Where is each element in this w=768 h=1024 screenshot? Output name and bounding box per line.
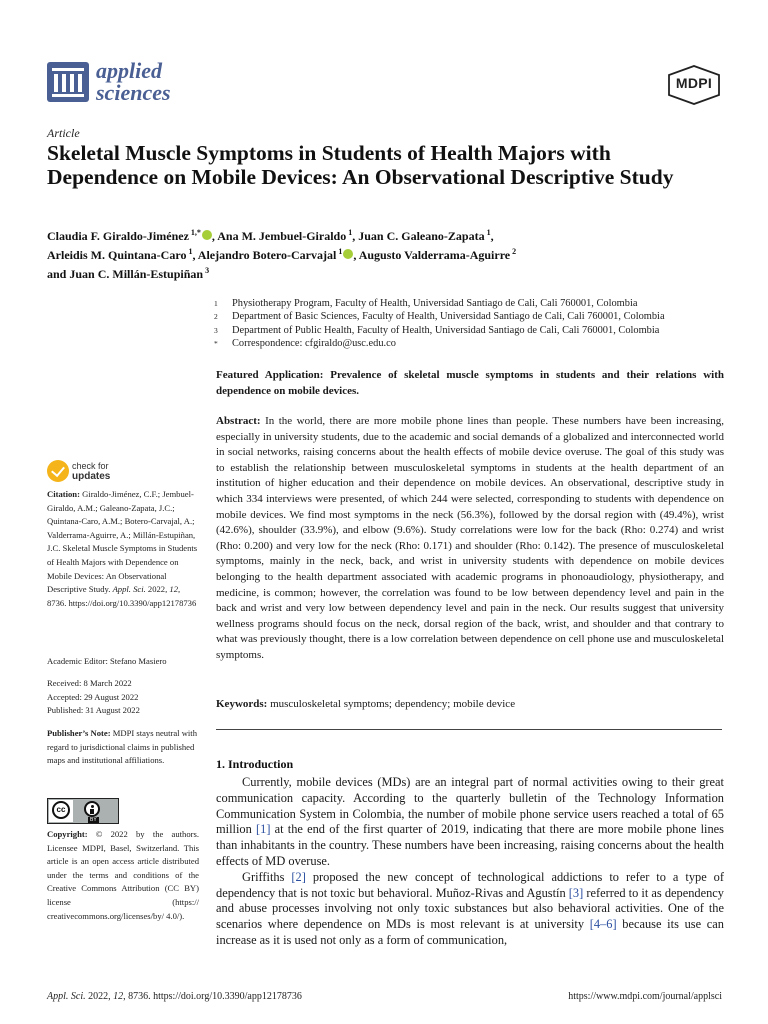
publication-dates — [47, 677, 199, 718]
author-name: Ana M. Jembuel-Giraldo — [217, 229, 347, 243]
publisher-name: MDPI — [675, 75, 713, 91]
paragraph-text: Griffiths — [242, 869, 292, 884]
paragraph-text: Currently, mobile devices (MDs) are an integral part of normal activities owing to their great communication capacity. According to the quarterly bulletin of the Technology Information Communication System in Colombia, the number of mobile phone service users reached a total of 65 million — [216, 775, 724, 837]
citation-block: Citation: Giraldo-Jiménez, C.F.; Jembuel-Giraldo, A.M.; Galeano-Zapata, J.C.; Quintana-Caro, A.M.; Botero-Carvajal, A.; Valderrama-Aguirre, A.; Millán-Estupiñan, J.C. Skeletal Muscle Symptoms in Students of Health Majors with Dependence on Mobile Devices: An Observational Descriptive Study. Appl. Sci. 2022, 12, 8736. https://doi.org/10.3390/app12178736 — [47, 489, 198, 608]
keywords — [216, 697, 724, 712]
affiliation-number: 1 — [214, 299, 218, 308]
journal-logo-icon — [47, 62, 89, 102]
cc-icon: cc — [52, 801, 70, 819]
orcid-icon[interactable] — [202, 230, 212, 240]
citation-link[interactable]: [3] — [568, 885, 584, 900]
mdpi-logo — [666, 65, 722, 105]
section-divider — [216, 729, 722, 730]
intro-paragraph — [216, 775, 724, 870]
paragraph-text: proposed the new concept of technological addictions to refer to a type of dependency that is not toxic but behavioral. Muñoz-Rivas and Agustín — [216, 869, 724, 900]
academic-editor: Academic Editor: Stefano Masiero — [47, 656, 167, 666]
author-name: Augusto Valderrama-Aguirre — [358, 248, 511, 262]
footer-citation: Appl. Sci. 2022, 12, 8736. https://doi.org/10.3390/app12178736 — [47, 991, 302, 1002]
published-date: Published: 31 August 2022 — [47, 705, 140, 716]
journal-logo — [47, 60, 179, 106]
author-affiliation-marker: 1 — [484, 228, 491, 237]
author-name: Juan C. Galeano-Zapata — [358, 229, 485, 243]
affiliation-text: Correspondence: cfgiraldo@usc.edu.co — [232, 338, 396, 350]
paragraph-text: at the end of the first quarter of 2019, indicating that there are more mobile phone lines than inhabitants in the country. These numbers have been increasing, raising concerns about the health effects of MD overuse. — [216, 822, 724, 868]
paragraph-text: because its use can increase as it is used not only as a form of communication, — [216, 917, 724, 947]
featured-application: Featured Application: Prevalence of skeletal muscle symptoms in students and their relations with dependence on mobile devices. — [216, 369, 724, 397]
check-for-updates-button[interactable] — [47, 460, 127, 484]
affiliation-text: Physiotherapy Program, Faculty of Health, Universidad Santiago de Cali, Cali 760001, Colombia — [232, 298, 638, 309]
abstract-text: In the world, there are more mobile phone lines than people. These numbers have been increasing, especially in university students, due to the academic and social demands of a globalized and interconnected world in social networks, raising concerns about the health effects of mobile device overuse. The goal of this study was to establish the relationship between musculoskeletal symptoms in students at the health department of an institution of higher education and their dependence on mobile devices. An observational, descriptive study in which 334 interviews were presented, of which 244 were selected, corresponding to students with dependence on mobile devices. We find most symptoms in the neck (56.3%), followed by the dorsal region with (49.4%), wrist (42.6%), shoulder (33.9%), and elbow (9.6%). Study correlations were low for the back (Rho: 0.274) and wrist (Rho: 0.200) and very low for the neck (Rho: 0.171) and shoulder (Rho: 0.142). The presence of musculoskeletal symptoms, mainly in the neck, back, and wrist in university students with dependence on mobile devices belonging to the health department associated with academic programs in phonoaudiology, physiotherapy, and medicine, is common; however, the correlation was found to be low between dependency level and pain in the back and wrist and very low between dependency level and pain in the neck. Our results suggest that university wellness programs should focus on the neck, dorsal region of the back, wrist, and shoulder and that contrary to what was previously thought, there is a low correlation between dependence on cell phone use and musculoskeletal symptoms. — [216, 415, 724, 661]
doi-link[interactable]: , 8736. https://doi.org/10.3390/app12178736 — [47, 584, 197, 608]
accepted-date: Accepted: 29 August 2022 — [47, 691, 139, 702]
received-date: Received: 8 March 2022 — [47, 678, 132, 688]
keywords-label: Keywords: — [216, 698, 268, 710]
check-for-updates-label: check for updates — [72, 461, 111, 482]
journal-name: applied sciences — [96, 58, 171, 105]
affiliation-number: * — [214, 339, 218, 349]
section-heading: 1. Introduction — [216, 757, 294, 771]
author-affiliation-marker: 1 — [336, 247, 343, 256]
abstract — [216, 414, 724, 664]
citation-link[interactable]: [4–6] — [589, 917, 617, 932]
article-type: Article — [47, 126, 80, 140]
article-title: Skeletal Muscle Symptoms in Students of Health Majors with Dependence on Mobile Devices: An Observational Descriptive Study — [47, 141, 674, 189]
cc-by-license-icon[interactable] — [47, 798, 119, 824]
author-name: Alejandro Botero-Carvajal — [197, 248, 337, 262]
author-name: and Juan C. Millán-Estupiñan — [47, 267, 204, 281]
author-list: Claudia F. Giraldo-Jiménez $^{1,*}$ , Ana M. Jembuel-Giraldo $^1$, Juan C. Galeano-Zapata $^1$, Arleidis M. Quintana-Caro $^1$, Alejandro Botero-Carvajal $^1$ , Augusto Valderrama-Aguirre $^2$ and Juan C. Millán-Estupiñan $^3$ — [47, 228, 517, 281]
citation-link[interactable]: [2] — [291, 869, 306, 884]
author-affiliation-marker: 1 — [346, 228, 353, 237]
affiliation-item — [214, 337, 734, 350]
publisher-note: Publisher’s Note: MDPI stays neutral with regard to jurisdictional claims in published maps and institutional affiliations. — [47, 728, 197, 766]
author-affiliation-marker: 2 — [510, 247, 517, 256]
author-affiliation-marker: 3 — [203, 266, 210, 275]
affiliations — [214, 297, 734, 351]
footer-journal-url[interactable]: https://www.mdpi.com/journal/applsci — [568, 991, 722, 1002]
checkmark-icon — [47, 460, 69, 482]
introduction-body — [216, 775, 724, 949]
attribution-icon — [84, 801, 100, 817]
keywords-text: musculoskeletal symptoms; dependency; mobile device — [267, 698, 516, 710]
author-affiliation-marker: 1 — [186, 247, 193, 256]
affiliation-text: Department of Basic Sciences, Faculty of Health, Universidad Santiago de Cali, Cali 760001, Colombia — [232, 311, 665, 323]
author-name: Claudia F. Giraldo-Jiménez — [47, 229, 189, 243]
affiliation-number: 3 — [214, 325, 218, 335]
affiliation-text: Department of Public Health, Faculty of Health, Universidad Santiago de Cali, Cali 760001, Colombia — [232, 324, 660, 336]
affiliation-number: 2 — [214, 312, 218, 322]
author-name: Arleidis M. Quintana-Caro — [47, 248, 187, 262]
intro-paragraph — [216, 870, 724, 949]
paragraph-text: referred to it as dependency and abuse processes involving not only toxic substances but also behavioral activities. One of the scenarios where dependence on MDs is most relevant is at university — [216, 885, 724, 932]
orcid-icon[interactable] — [343, 249, 353, 259]
affiliation-item — [214, 324, 734, 337]
abstract-label: Abstract: — [216, 415, 261, 427]
author-affiliation-marker: 1,* — [188, 228, 201, 237]
citation-link[interactable]: [1] — [256, 822, 271, 837]
affiliation-item — [214, 297, 734, 310]
affiliation-item — [214, 310, 734, 323]
copyright-notice: Copyright: © 2022 by the authors. Licensee MDPI, Basel, Switzerland. This article is an open access article distributed under the terms and conditions of the Creative Commons Attribution (CC BY) license (https:// creativecommons.org/licenses/by/ 4.0/). — [47, 829, 199, 921]
by-label: BY — [90, 817, 97, 823]
